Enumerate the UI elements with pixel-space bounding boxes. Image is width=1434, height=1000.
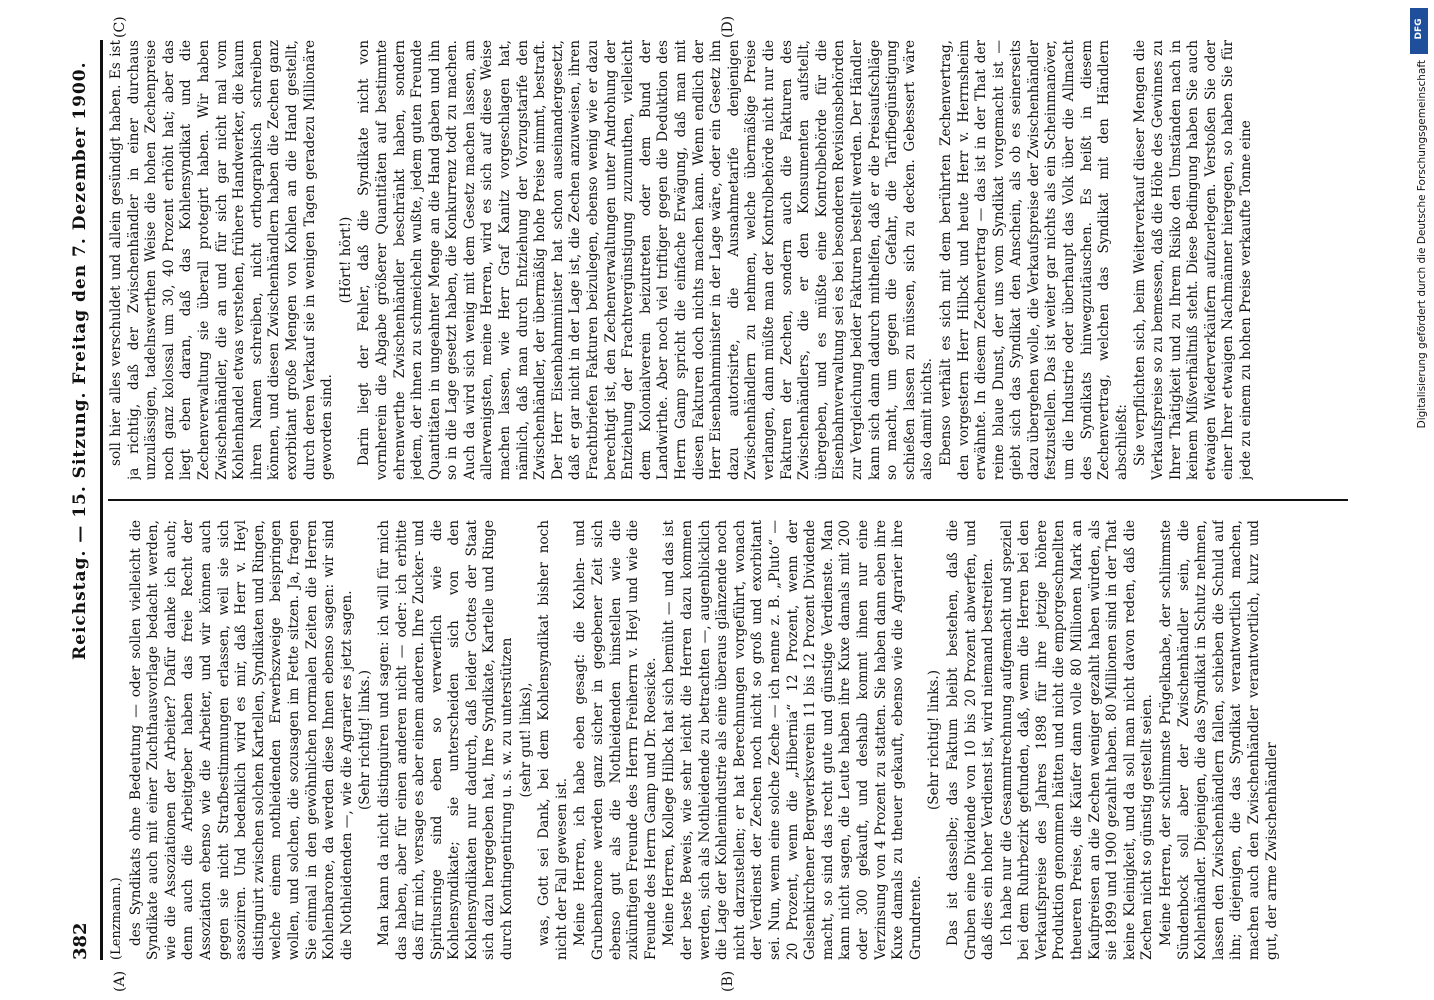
margin-marker-b: (B) bbox=[720, 970, 736, 992]
paragraph: soll hier alles verschuldet und allein gesündigt haben. Es ist ja richtig, daß der Zwischenhändler in einer durchaus unzulässigen, tadelnswerthen Weise die hohen Zechenpreise noch ganz kolossal um 30, 40 Prozent erhöht hat; aber das liegt eben daran, daß das Kohlensyndikat und die Zechenverwaltung sie überall protegirt haben. Wir haben Zwischenhändler, die an und für sich gar nicht mal vom Kohlenhandel etwas verstehen, frühere Handwerker, die kaum ihren Namen schreiben, nicht orthographisch schreiben können, und diesen Zwischenhändlern haben die Zechen ganz exorbitant große Mengen von Kohlen an die Hand gestellt, durch deren Verkauf sie in wenigen Tagen geradezu Millionäre geworden sind. bbox=[108, 40, 336, 480]
paragraph: Ebenso verhält es sich mit dem berührten Zechenvertrag, den vorgestern Herr Hilbck und heute Herr v. Herrnsheim erwähnte. In diesem Zechenvertrag — das ist in der That der reine blaue Dunst, der uns vom Syndikat vorgemacht ist — giebt sich das Syndikat den Anschein, als ob es seinerseits dazu übergehen wolle, die Verkaufspreise der Zwischenhändler festzustellen. Das ist weiter gar nichts als ein Scheinmanöver, um die Industrie oder überhaupt das Volk über die Allmacht des Syndikats hinwegzutäuschen. Es heißt in diesem Zechenvertrag, welchen das Syndikat mit den Händlern abschließt: bbox=[937, 40, 1130, 480]
paragraph: Ich habe nur die Gesammtrechnung aufgemacht und speziell bei dem Ruhrbezirk gefunden, daß, wenn die Herren bei den Verkaufspreise des Jahres 1898 für ihre jetzige höhere Produktion genommen hätten und nicht die emporgeschnellten theueren Preise, die Käufer dann volle 80 Millionen Mark an Kaufpreisen an die Zechen weniger gezahlt haben würden, als sie 1899 und 1900 gezahlt haben. 80 Millionen sind in der That keine Kleinigkeit, und da soll man nicht davon reden, daß die Zechen nicht so günstig gestellt seien. bbox=[998, 520, 1156, 960]
paragraph: Das ist dasselbe; das Faktum bleibt bestehen, daß die Gruben eine Dividende von 10 bis 20 Prozent abwerfen, und daß dies ein hoher Verdienst ist, wird niemand bestreiten. bbox=[944, 520, 997, 960]
speaker-label: (Lenzmann.) bbox=[109, 877, 124, 960]
dfg-logo-text: DFG bbox=[1414, 18, 1424, 40]
page-number: 382 bbox=[70, 922, 91, 960]
paragraph: Meine Herren, der schlimmste Prügelknabe, der schlimmste Sündenbock soll aber der Zwischenhändler sein, die Kohlenhändler. Diejenigen, die das Syndikat in Schutz nehmen, lassen den Zwischenhändlern fallen, schieben die Schuld auf ihn; diejenigen, die das Syndikat verantwortlich machen, machen auch den Zwischenhändler verantwortlich, kurz und gut, der arme Zwischenhändler bbox=[1158, 520, 1280, 960]
digitization-credit bbox=[1408, 0, 1432, 1000]
paragraph: Meine Herren, Kollege Hilbck hat sich bemüht — und das ist der beste Beweis, wie sehr leicht die Herren dazu kommen werden, sich als Nothleidende zu betrachten —, augenblicklich die Lage der Kohlenindustrie als eine überaus glänzende noch nicht darzustellen; er hat Berechnungen vorgeführt, wonach der Verdienst der Zechen noch nicht so groß und exorbitant sei. Nun, wenn eine solche Zeche — ich nenne z. B. „Pluto“ — 20 Prozent, wenn die „Hibernia“ 12 Prozent, wenn der Gelsenkirchener Bergwerksverein 11 bis 12 Prozent Dividende macht, so sind das recht gute und günstige Verdienste. Man kann nicht sagen, die Leute haben ihre Kuxe damals mit 200 oder 300 gekauft, und deshalb kommt ihnen nur eine Verzinsung von 4 Prozent zu statten. Sie haben dann eben ihre Kuxe damals zu theuer gekauft, ebenso wie die Agrarier ihre Grundrente. bbox=[661, 520, 924, 960]
page-header bbox=[70, 40, 96, 960]
page-title: Reichstag. — 15. Sitzung. Freitag den 7. Dezember 1900. bbox=[70, 61, 90, 660]
margin-marker-a: (A) bbox=[112, 970, 128, 992]
paragraph: was, Gott sei Dank, bei dem Kohlensyndikat bisher noch nicht der Fall gewesen ist. bbox=[536, 520, 570, 960]
paragraph: des Syndikats ohne Bedeutung — oder sollen vielleicht die Syndikate auch mit einer Zuchthausvorlage bedacht werden, wie die Assoziationen der Arbeiter? Dafür danke ich auch; denn auch die Arbeitgeber haben das freie Recht der Assoziation ebenso wie die Arbeiter, und wir können auch gegen sie nicht Strafbestimmungen erlassen, weil sie sich assoziiren. Und bedenklich wird es mir, daß Herr v. Heyl distinguirt zwischen solchen Kartellen, Syndikaten und Ringen, welche einem nothleidenden Erwerbszweige beispringen wollen, und solchen, die sozusagen im Fette sitzen. Ja, fragen Sie einmal in den gewöhnlichen normalen Zeiten die Herren Kohlenbarone, da werden diese Ihnen ebenso sagen: wir sind die Nothleidenden —, wie die Agrarier es jetzt sagen. bbox=[127, 520, 355, 960]
paragraph: Meine Herren, ich habe eben gesagt: die Kohlen- und Grubenbarone werden ganz sicher in gegebener Zeit sich ebenso gut als die Nothleidenden hinstellen wie die zukünftigen Freunde des Herrn Freiherrn v. Heyl und wie die Freunde des Herrn Gamp und Dr. Roesicke. bbox=[572, 520, 659, 960]
interjection: (sehr gut! links), bbox=[517, 682, 534, 798]
margin-marker-c: (C) bbox=[112, 16, 128, 38]
credit-text: Digitalisierung gefördert durch die Deutsche Forschungsgemeinschaft bbox=[1416, 60, 1428, 429]
interjection: (Hört! hört!) bbox=[337, 216, 354, 304]
paragraph: Man kann da nicht distinguiren und sagen: ich will für mich das haben, aber für einen anderen nicht — oder: ich erbitte das für mich, versage es aber einem anderen. Ihre Zucker- und Spiritusringe sind eben so verwerflich wie die Kohlensyndikate; sie unterscheiden sich von den Kohlensyndikaten nur dadurch, daß leider Gottes der Staat sich dazu hergegeben hat, Ihre Syndikate, Kartelle und Ringe durch Kontingentirung u. s. w. zu unterstützen bbox=[375, 520, 516, 960]
quote-paragraph: Sie verpflichten sich, beim Weiterverkauf dieser Mengen die Verkaufspreise so zu bemessen, daß die Höhe des Gewinnes zu Ihrer Thätigkeit und zu Ihrem Risiko den Umständen nach in keinem Mißverhältniß steht. Diese Bedingung haben Sie auch etwaigen Wiederverkäufern aufzuerlegen. Verstoßen Sie oder einer Ihrer etwaigen Nachmänner hiergegen, so haben Sie für jede zu einem zu hohen Preise verkaufte Tonne eine bbox=[1132, 40, 1254, 480]
column-divider bbox=[108, 499, 1348, 501]
interjection: (Sehr richtig! links.) bbox=[926, 669, 943, 811]
margin-marker-d: (D) bbox=[720, 15, 736, 38]
right-column bbox=[108, 40, 1353, 480]
paragraph: Darin liegt der Fehler, daß die Syndikate nicht von vornherein die Abgabe größerer Quantitäten auf bestimmte ehrenwerthe Zwischenhändler beschränkt haben, sondern jedem, der ihnen zu schmeicheln wußte, jedem guten Freunde Quantitäten in ungeahnter Menge an die Hand gaben und ihn so in die Lage gesetzt haben, die Konkurrenz todt zu machen. Auch da wird sich wenig mit dem Gesetz machen lassen, am allerwenigsten, meine Herren, wird es sich auf diese Weise machen lassen, wie Herr Graf Kanitz vorgeschlagen hat, nämlich, daß man durch Entziehung der Vorzugstarife den Zwischenhändler, der übermäßig hohe Preise nimmt, bestraft. Der Herr Eisenbahnminister hat schon auseinandergesetzt, daß er gar nicht in der Lage ist, die Zechen anzuweisen, ihren Frachtbriefen Fakturen beizulegen, ebenso wenig wie er dazu berechtigt ist, den Zechenverwaltungen unter Androhung der Entziehung der Frachtvergünstigung zuzumuthen, vielleicht dem Kolonialverein beizutreten oder dem Bund der Landwirthe. Aber noch viel triftiger gegen die Deduktion des Herrn Gamp spricht die einfache Erwägung, daß man mit diesen Fakturen doch nichts machen kann. Wenn endlich der Herr Eisenbahnminister in der Lage wäre, oder ein Gesetz ihn dazu autorisirte, die Ausnahmetarife denjenigen Zwischenhändlern zu nehmen, welche übermäßige Preise verlangen, dann müßte man der Kontrolbehörde nicht nur die Fakturen der Zechen, sondern auch die Fakturen des Zwischenhändlers, die er den Konsumenten aufstellt, übergeben, und es müßte eine Kontrolbehörde für die Eisenbahnverwaltung sei es bei besonderen Revisionsbehörden zur Vergleichung beider Fakturen bestellt werden. Der Händler kann sich dann dadurch mithelfen, daß er die Preisaufschläge so macht, um gegen die Gefahr, die Tarifbegünstigung schießen lassen zu müssen, sich zu decken. Gebessert wäre also damit nichts. bbox=[356, 40, 936, 480]
header-rule bbox=[100, 40, 103, 960]
left-column bbox=[108, 520, 1353, 960]
dfg-logo bbox=[1410, 8, 1428, 54]
interjection: (Sehr richtig! links.) bbox=[357, 669, 374, 811]
